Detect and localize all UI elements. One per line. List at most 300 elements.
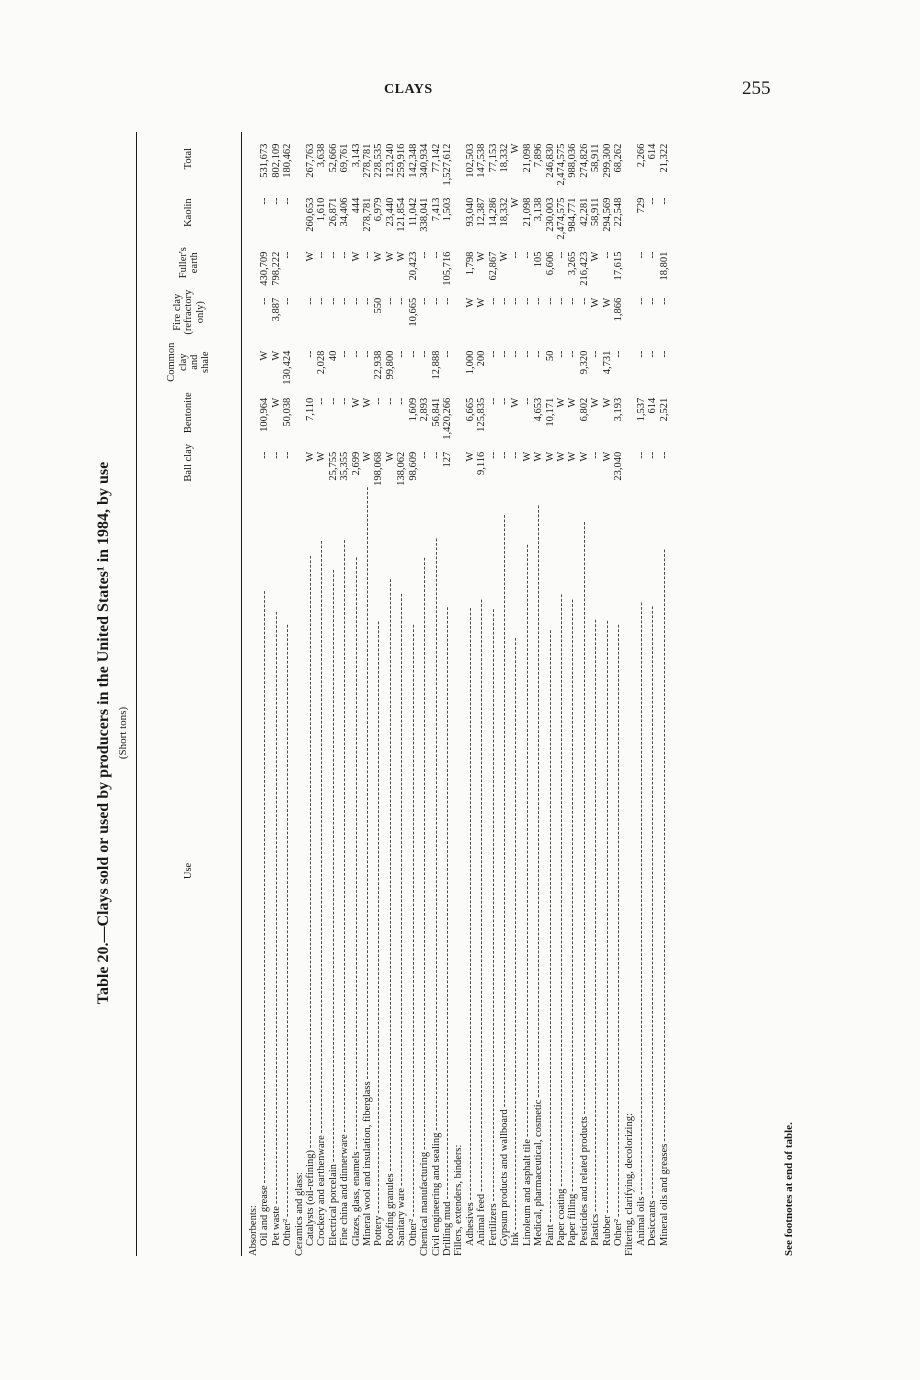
use-cell — [545, 486, 556, 1256]
value-cell: 6,979 — [373, 197, 385, 222]
value-cell: 278,781 — [362, 197, 374, 232]
use-label-text: Ink — [510, 1232, 522, 1246]
value-cell: -- — [601, 251, 613, 259]
table-row — [396, 132, 407, 1256]
value-cell: -- — [430, 451, 442, 459]
dot-leader — [590, 486, 601, 1212]
value-cell: W — [384, 451, 396, 462]
table-row — [556, 132, 567, 1256]
use-label-text: Oil and grease — [259, 1185, 271, 1246]
use-label-text: Pottery — [373, 1215, 385, 1246]
value-cell: 6,665 — [464, 397, 476, 422]
value-cell: 22,548 — [613, 197, 624, 227]
rotated-table-page — [95, 143, 815, 1268]
use-cell — [419, 486, 430, 1256]
value-cell: -- — [339, 251, 351, 259]
dot-leader — [328, 486, 339, 1162]
header-fullers-earth: Fuller's earth — [137, 240, 242, 286]
value-cell: W — [270, 350, 282, 361]
value-cell: W — [578, 451, 590, 462]
use-label — [396, 486, 407, 1256]
value-cell: -- — [327, 251, 339, 259]
value-cell: -- — [350, 350, 362, 358]
use-cell — [590, 486, 601, 1256]
value-cell: -- — [362, 297, 374, 305]
use-label-text: Absorbents: — [248, 1205, 259, 1256]
value-cell: 105 — [533, 251, 545, 268]
value-cell: 18,801 — [658, 251, 670, 281]
use-label — [419, 486, 430, 1256]
table-row — [316, 132, 327, 1256]
value-cell: 988,036 — [567, 143, 579, 178]
table-row — [339, 132, 350, 1256]
use-cell — [476, 486, 487, 1256]
value-cell: 4,731 — [601, 350, 613, 375]
value-cell: 7,896 — [533, 143, 545, 168]
value-cell: -- — [555, 251, 567, 259]
value-cell: 40 — [327, 350, 339, 362]
value-cell: 729 — [635, 197, 647, 214]
value-cell: 20,423 — [407, 251, 419, 281]
use-label — [271, 486, 282, 1256]
table-row — [659, 132, 670, 1256]
value-cell: -- — [613, 350, 624, 358]
value-cell: 125,835 — [476, 397, 488, 432]
use-label — [647, 486, 658, 1256]
value-cell: 12,888 — [430, 350, 442, 380]
value-cell: -- — [590, 350, 602, 358]
dot-leader — [259, 486, 270, 1183]
value-cell: W — [590, 297, 602, 308]
use-label-text: Sanitary ware — [396, 1187, 408, 1246]
value-cell: 9,116 — [476, 451, 488, 475]
value-cell: 147,538 — [476, 143, 488, 178]
dot-leader — [373, 486, 384, 1214]
value-cell: 3,638 — [316, 143, 328, 168]
use-cell — [624, 486, 635, 1256]
value-cell: -- — [590, 451, 602, 459]
value-cell — [242, 440, 260, 486]
value-cell: 127 — [441, 451, 453, 468]
use-label — [624, 486, 635, 1256]
value-cell: -- — [487, 397, 499, 405]
value-cell: 93,040 — [464, 197, 476, 227]
use-label — [294, 486, 305, 1256]
use-cell — [259, 486, 270, 1256]
use-cell — [373, 486, 384, 1256]
use-label-text: Fine china and dinnerware — [339, 1134, 351, 1246]
header-common-clay: Common clay and shale — [137, 339, 242, 386]
dot-leader — [659, 486, 670, 1142]
use-label-text: Plastics — [590, 1213, 602, 1246]
value-cell: -- — [658, 451, 670, 459]
value-cell: -- — [521, 397, 533, 405]
value-cell: 278,781 — [362, 143, 374, 178]
use-label-text: Crockery and earthenware — [316, 1135, 328, 1246]
value-cell: 105,716 — [441, 251, 453, 286]
use-cell — [533, 486, 544, 1256]
table-subtitle: (Short tons) — [117, 706, 129, 760]
value-cell: -- — [339, 297, 351, 305]
value-cell: W — [384, 251, 396, 262]
value-cell — [624, 286, 635, 339]
dot-leader — [567, 486, 578, 1192]
use-cell — [305, 486, 316, 1256]
value-cell: W — [373, 251, 385, 262]
value-cell: 23,040 — [613, 451, 624, 481]
dot-leader — [602, 486, 613, 1213]
dot-leader — [351, 486, 362, 1150]
use-label-text: Roofing granules — [384, 1173, 396, 1246]
table-row — [419, 132, 430, 1256]
value-cell: 299,300 — [601, 143, 613, 178]
value-cell: 6,802 — [578, 397, 590, 422]
value-cell — [453, 440, 464, 486]
value-cell: 550 — [373, 297, 385, 314]
value-cell: 7,110 — [305, 397, 317, 421]
value-cell: -- — [498, 350, 510, 358]
value-cell: -- — [259, 197, 271, 205]
value-cell: -- — [384, 397, 396, 405]
value-cell: 259,916 — [396, 143, 408, 178]
use-cell — [442, 486, 453, 1256]
use-label — [351, 486, 362, 1256]
value-cell — [453, 286, 464, 339]
use-label-text: Fillers, extenders, binders: — [453, 1144, 465, 1256]
use-label — [385, 486, 396, 1256]
value-cell: -- — [533, 350, 545, 358]
table-row — [533, 132, 544, 1256]
value-cell: 2,699 — [350, 451, 362, 476]
table-row — [545, 132, 556, 1256]
value-cell: W — [510, 143, 522, 154]
value-cell: 10,171 — [544, 397, 556, 427]
dot-leader — [533, 486, 544, 1098]
value-cell: W — [350, 251, 362, 262]
use-label-text: Chemical manufacturing — [419, 1151, 431, 1256]
value-cell: -- — [510, 350, 522, 358]
value-cell: 802,109 — [270, 143, 282, 178]
dot-leader — [556, 486, 567, 1187]
header-ball-clay: Ball clay — [137, 440, 242, 486]
value-cell — [294, 132, 305, 186]
value-cell: 294,569 — [601, 197, 613, 232]
dot-leader — [339, 486, 350, 1132]
use-cell — [431, 486, 442, 1256]
dot-leader — [419, 486, 430, 1150]
table-row — [305, 132, 316, 1256]
value-cell: 100,964 — [259, 397, 271, 432]
value-cell: W — [498, 251, 510, 262]
value-cell: -- — [362, 251, 374, 259]
value-cell: W — [476, 297, 488, 308]
value-cell: 50 — [544, 350, 556, 362]
value-cell: 1,866 — [613, 297, 624, 322]
table-row — [362, 132, 373, 1256]
value-cell: 2,266 — [635, 143, 647, 168]
use-label — [488, 486, 499, 1256]
value-cell: 62,867 — [487, 251, 499, 281]
use-cell — [385, 486, 396, 1256]
dot-leader — [465, 486, 476, 1200]
value-cell: 18,332 — [498, 197, 510, 227]
value-cell: W — [464, 451, 476, 462]
value-cell: -- — [510, 251, 522, 259]
value-cell: W — [350, 397, 362, 408]
header-total: Total — [137, 132, 242, 186]
value-cell: -- — [635, 451, 647, 459]
value-cell: W — [362, 397, 374, 408]
value-cell: -- — [647, 350, 659, 358]
table-row — [522, 132, 533, 1256]
use-label-text: Desiccants — [647, 1200, 659, 1246]
value-cell: 34,406 — [339, 197, 351, 227]
value-cell: 3,887 — [270, 297, 282, 322]
value-cell — [624, 440, 635, 486]
use-label-text: Paint — [544, 1224, 556, 1246]
value-cell: 10,665 — [407, 297, 419, 327]
dot-leader — [442, 486, 453, 1200]
value-cell: W — [601, 297, 613, 308]
dot-leader — [476, 486, 487, 1192]
value-cell: -- — [555, 350, 567, 358]
value-cell: -- — [441, 350, 453, 358]
value-cell — [453, 240, 464, 286]
value-cell: 77,142 — [430, 143, 442, 173]
value-cell: 1,527,612 — [441, 143, 453, 186]
value-cell: -- — [419, 350, 431, 358]
value-cell: 198,068 — [373, 451, 385, 486]
value-cell: -- — [498, 297, 510, 305]
value-cell — [453, 339, 464, 386]
value-cell: W — [555, 451, 567, 462]
header-use: Use — [137, 486, 242, 1256]
use-cell — [465, 486, 476, 1256]
table-footnote: See footnotes at end of table. — [783, 1122, 795, 1256]
table-row — [351, 132, 362, 1256]
value-cell: 216,423 — [578, 251, 590, 286]
table-row — [385, 132, 396, 1256]
table-row — [510, 132, 521, 1256]
value-cell: 614 — [647, 143, 659, 160]
value-cell: -- — [544, 297, 556, 305]
use-cell — [316, 486, 327, 1256]
value-cell: -- — [498, 397, 510, 405]
value-cell: W — [601, 451, 613, 462]
use-cell — [499, 486, 510, 1256]
value-cell: 1,609 — [407, 397, 419, 422]
value-cell: 11,042 — [407, 197, 419, 227]
table-row — [636, 132, 647, 1256]
use-label-text: Mineral oils and greases — [658, 1143, 670, 1246]
value-cell: -- — [498, 451, 510, 459]
use-label-text: Civil engineering and sealing — [430, 1132, 442, 1256]
value-cell: -- — [282, 297, 294, 305]
value-cell — [624, 240, 635, 286]
value-cell: -- — [647, 297, 659, 305]
dot-leader — [385, 486, 396, 1172]
value-cell: 26,871 — [327, 197, 339, 227]
table-row — [373, 132, 384, 1256]
value-cell: 42,281 — [578, 197, 590, 227]
value-cell: -- — [510, 297, 522, 305]
value-cell: 340,934 — [419, 143, 431, 178]
use-label — [567, 486, 578, 1256]
use-label-text: Other² — [407, 1218, 419, 1246]
value-cell: 21,098 — [521, 197, 533, 227]
value-cell: -- — [419, 297, 431, 305]
value-cell: W — [567, 397, 579, 408]
value-cell: 3,193 — [613, 397, 624, 422]
value-cell: -- — [658, 197, 670, 205]
value-cell — [624, 132, 635, 186]
use-label-text: Medical, pharmaceutical, cosmetic — [533, 1099, 545, 1246]
value-cell: 1,503 — [441, 197, 453, 222]
value-cell — [453, 186, 464, 240]
use-cell — [636, 486, 647, 1256]
value-cell — [242, 339, 260, 386]
value-cell: W — [510, 197, 522, 208]
value-cell: W — [510, 397, 522, 408]
use-label — [636, 486, 647, 1256]
use-label-text: Other² — [282, 1218, 294, 1246]
value-cell — [624, 186, 635, 240]
dot-leader — [613, 486, 624, 1217]
use-label — [453, 486, 464, 1256]
dot-leader — [362, 486, 373, 1080]
dot-leader — [647, 486, 658, 1199]
use-cell — [510, 486, 521, 1256]
value-cell: -- — [635, 251, 647, 259]
value-cell: 1,000 — [464, 350, 476, 375]
use-cell — [362, 486, 373, 1256]
value-cell: 56,841 — [430, 397, 442, 427]
value-cell: 68,262 — [613, 143, 624, 173]
use-label-text: Drilling mud — [441, 1201, 453, 1256]
dot-leader — [282, 486, 293, 1217]
value-cell: 338,041 — [419, 197, 431, 232]
value-cell: 246,830 — [544, 143, 556, 178]
value-cell: W — [316, 451, 328, 462]
dot-leader — [271, 486, 282, 1204]
value-cell: -- — [396, 397, 408, 405]
value-cell: -- — [533, 297, 545, 305]
value-cell: -- — [635, 350, 647, 358]
value-cell: 3,138 — [533, 197, 545, 222]
value-cell: 1,610 — [316, 197, 328, 222]
use-label-text: Electrical porcelain — [327, 1164, 339, 1246]
value-cell: -- — [635, 297, 647, 305]
use-label — [545, 486, 556, 1256]
value-cell: -- — [396, 297, 408, 305]
value-cell — [624, 386, 635, 440]
value-cell: -- — [327, 397, 339, 405]
running-head: CLAYS — [384, 82, 433, 97]
value-cell: 123,240 — [384, 143, 396, 178]
value-cell: 58,911 — [590, 143, 602, 173]
value-cell: W — [270, 397, 282, 408]
value-cell: 230,003 — [544, 197, 556, 232]
use-label-text: Glazes, glass, enamels — [350, 1151, 362, 1246]
value-cell: 1,537 — [635, 397, 647, 422]
value-cell: -- — [282, 197, 294, 205]
use-cell — [579, 486, 590, 1256]
use-label — [533, 486, 544, 1256]
table-row — [647, 132, 658, 1256]
use-label — [282, 486, 293, 1256]
table-row — [259, 132, 270, 1256]
value-cell: -- — [510, 451, 522, 459]
value-cell: -- — [487, 350, 499, 358]
use-label-text: Animal feed — [476, 1193, 488, 1246]
use-label — [556, 486, 567, 1256]
use-label-text: Linoleum and asphalt tile — [521, 1138, 533, 1246]
table-row — [488, 132, 499, 1256]
value-cell: 17,615 — [613, 251, 624, 281]
value-cell: -- — [658, 297, 670, 305]
value-cell: -- — [647, 251, 659, 259]
use-label — [305, 486, 316, 1256]
table-row — [602, 132, 613, 1256]
header-fire-clay: Fire clay (refractory only) — [137, 286, 242, 339]
use-cell — [453, 486, 464, 1256]
use-label-text: Filtering, clarifying, decolorizing: — [624, 1113, 636, 1256]
value-cell: -- — [259, 451, 271, 459]
value-cell: 2,893 — [419, 397, 431, 422]
value-cell: -- — [430, 297, 442, 305]
use-cell — [328, 486, 339, 1256]
value-cell: 138,062 — [396, 451, 408, 486]
value-cell: -- — [430, 251, 442, 259]
dot-leader — [522, 486, 533, 1137]
header-kaolin: Kaolin — [137, 186, 242, 240]
value-cell: 531,673 — [259, 143, 271, 178]
value-cell: 77,153 — [487, 143, 499, 173]
use-cell — [282, 486, 293, 1256]
value-cell: W — [305, 451, 317, 462]
value-cell: -- — [327, 297, 339, 305]
table-header-row — [137, 132, 242, 1256]
value-cell — [242, 186, 260, 240]
value-cell: 2,474,575 — [555, 143, 567, 186]
value-cell: 984,771 — [567, 197, 579, 232]
value-cell — [294, 339, 305, 386]
value-cell: 98,609 — [407, 451, 419, 481]
dot-leader — [431, 486, 442, 1131]
value-cell: W — [259, 350, 271, 361]
value-cell: -- — [270, 197, 282, 205]
use-cell — [659, 486, 670, 1256]
value-cell: 798,222 — [270, 251, 282, 286]
value-cell: -- — [339, 397, 351, 405]
use-label-text: Paper filling — [567, 1193, 579, 1246]
use-label — [613, 486, 624, 1256]
use-label-text: Paper coating — [555, 1188, 567, 1246]
table-row — [624, 132, 635, 1256]
use-cell — [339, 486, 350, 1256]
page-number: 255 — [742, 78, 771, 99]
value-cell: 130,424 — [282, 350, 294, 385]
value-cell — [624, 339, 635, 386]
value-cell: 2,521 — [658, 397, 670, 422]
header-bentonite: Bentonite — [137, 386, 242, 440]
value-cell — [242, 286, 260, 339]
use-label — [465, 486, 476, 1256]
use-cell — [602, 486, 613, 1256]
value-cell — [242, 132, 260, 186]
value-cell: 14,286 — [487, 197, 499, 227]
value-cell: 267,763 — [305, 143, 317, 178]
